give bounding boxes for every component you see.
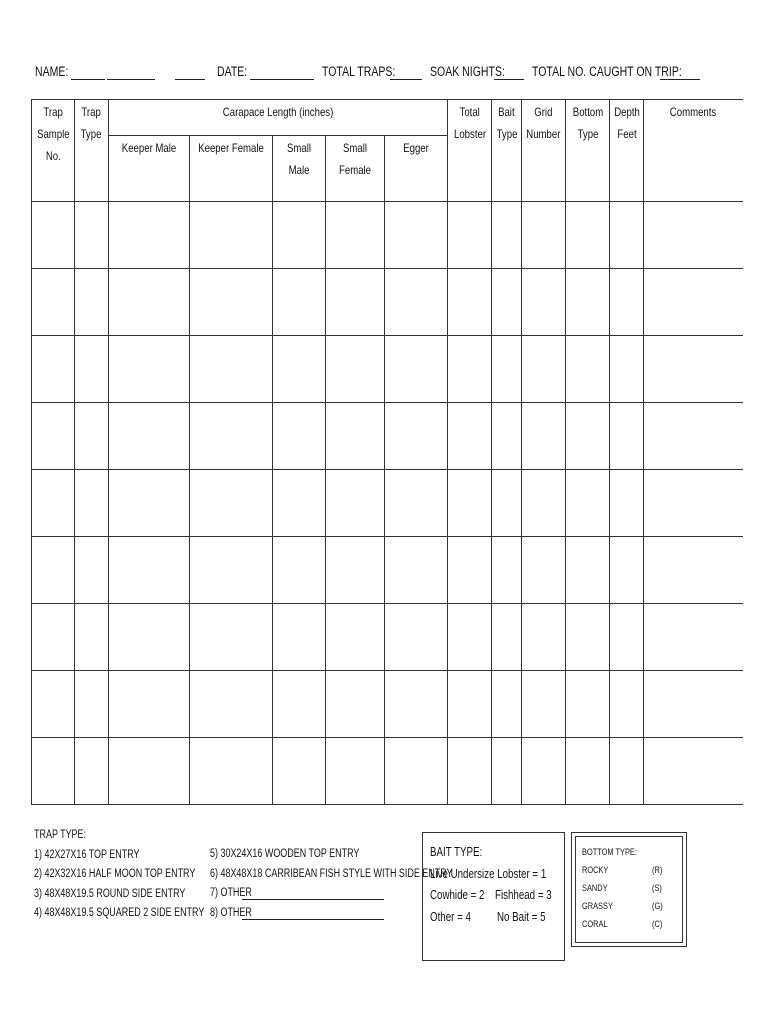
egger-label: Egger: [403, 141, 429, 155]
cell-trap-type[interactable]: [75, 470, 109, 537]
trap-sample-line1: Trap: [43, 105, 63, 119]
small-female-line1: Small: [343, 141, 368, 155]
cell-egger[interactable]: [385, 336, 448, 403]
comments-label: Comments: [670, 105, 717, 119]
cell-keeper-male[interactable]: [109, 738, 190, 805]
cell-trap-sample[interactable]: [32, 403, 75, 470]
keeper-male-label: Keeper Male: [121, 141, 177, 155]
total-lobster-line2: Lobster: [453, 127, 486, 141]
date-line: [250, 79, 314, 80]
cell-comments[interactable]: [644, 604, 743, 671]
cell-total-lobster[interactable]: [448, 202, 492, 269]
cell-egger[interactable]: [385, 537, 448, 604]
cell-grid-number[interactable]: [522, 470, 566, 537]
bottom-grassy: GRASSY: [582, 901, 613, 912]
cell-small-female[interactable]: [326, 202, 385, 269]
cell-trap-sample[interactable]: [32, 202, 75, 269]
cell-comments[interactable]: [644, 269, 743, 336]
bait-type-line1: Bait: [498, 105, 515, 119]
cell-keeper-male[interactable]: [109, 537, 190, 604]
bottom-sandy: SANDY: [582, 883, 608, 894]
cell-bottom-type[interactable]: [566, 269, 610, 336]
cell-grid-number[interactable]: [522, 671, 566, 738]
cell-bait-type[interactable]: [492, 336, 522, 403]
cell-keeper-female[interactable]: [190, 269, 273, 336]
cell-bait-type[interactable]: [492, 604, 522, 671]
col-header-depth-feet: [610, 100, 644, 202]
cell-small-female[interactable]: [326, 470, 385, 537]
total-lobster-line1: Total: [459, 105, 480, 119]
cell-trap-sample[interactable]: [32, 269, 75, 336]
cell-trap-type[interactable]: [75, 671, 109, 738]
bottom-type-line1: Bottom: [572, 105, 603, 119]
cell-egger[interactable]: [385, 738, 448, 805]
cell-small-female[interactable]: [326, 738, 385, 805]
cell-trap-sample[interactable]: [32, 336, 75, 403]
grid-number-line1: Grid: [534, 105, 553, 119]
trap-sample-line2: Sample: [36, 127, 70, 141]
bottom-sandy-code: (S): [652, 883, 662, 894]
catch-table-wrapper: [31, 99, 743, 805]
col-header-small-male: [273, 136, 326, 202]
cell-depth-feet[interactable]: [610, 671, 644, 738]
soak-nights-line: [494, 79, 524, 80]
col-header-bottom-type: [566, 100, 610, 202]
cell-grid-number[interactable]: [522, 604, 566, 671]
cell-small-male[interactable]: [273, 336, 326, 403]
cell-bait-type[interactable]: [492, 269, 522, 336]
cell-depth-feet[interactable]: [610, 403, 644, 470]
small-male-line1: Small: [287, 141, 312, 155]
cell-comments[interactable]: [644, 403, 743, 470]
cell-bottom-type[interactable]: [566, 738, 610, 805]
col-header-bait-type: [492, 100, 522, 202]
cell-small-male[interactable]: [273, 604, 326, 671]
cell-trap-type[interactable]: [75, 336, 109, 403]
cell-trap-sample[interactable]: [32, 671, 75, 738]
carapace-group-label: Carapace Length (inches): [222, 105, 334, 119]
cell-bait-type[interactable]: [492, 671, 522, 738]
cell-bottom-type[interactable]: [566, 671, 610, 738]
trap-type-item-2: 2) 42X32X16 HALF MOON TOP ENTRY: [34, 868, 196, 880]
cell-small-male[interactable]: [273, 269, 326, 336]
cell-total-lobster[interactable]: [448, 336, 492, 403]
bottom-type-line2: Type: [577, 127, 598, 141]
col-header-keeper-female: [190, 136, 273, 202]
col-header-comments: [644, 100, 743, 202]
cell-total-lobster[interactable]: [448, 269, 492, 336]
cell-grid-number[interactable]: [522, 336, 566, 403]
small-female-line2: Female: [339, 163, 372, 177]
cell-small-female[interactable]: [326, 537, 385, 604]
cell-trap-sample[interactable]: [32, 470, 75, 537]
trap-type-title: TRAP TYPE:: [34, 829, 87, 841]
table-row: [32, 470, 743, 537]
small-male-line2: Male: [288, 163, 310, 177]
cell-grid-number[interactable]: [522, 738, 566, 805]
cell-bottom-type[interactable]: [566, 336, 610, 403]
name-line-2: [107, 79, 155, 80]
cell-small-male[interactable]: [273, 738, 326, 805]
cell-total-lobster[interactable]: [448, 470, 492, 537]
cell-total-lobster[interactable]: [448, 604, 492, 671]
bottom-grassy-code: (G): [652, 901, 663, 912]
bait-type-line2: Type: [496, 127, 517, 141]
soak-nights-label: SOAK NIGHTS:: [430, 64, 505, 79]
cell-total-lobster[interactable]: [448, 671, 492, 738]
cell-depth-feet[interactable]: [610, 269, 644, 336]
cell-keeper-female[interactable]: [190, 537, 273, 604]
cell-trap-type[interactable]: [75, 202, 109, 269]
cell-depth-feet[interactable]: [610, 336, 644, 403]
bait-type-legend: [422, 832, 565, 961]
total-traps-line: [390, 79, 422, 80]
cell-keeper-female[interactable]: [190, 604, 273, 671]
cell-keeper-female[interactable]: [190, 202, 273, 269]
cell-small-female[interactable]: [326, 336, 385, 403]
bait-other: Other = 4: [430, 909, 471, 924]
cell-bait-type[interactable]: [492, 738, 522, 805]
bottom-coral: CORAL: [582, 919, 608, 930]
cell-keeper-male[interactable]: [109, 269, 190, 336]
cell-comments[interactable]: [644, 738, 743, 805]
cell-depth-feet[interactable]: [610, 470, 644, 537]
col-header-total-lobster: [448, 100, 492, 202]
cell-keeper-female[interactable]: [190, 738, 273, 805]
catch-table: [31, 99, 743, 805]
cell-small-female[interactable]: [326, 269, 385, 336]
bait-no-bait: No Bait = 5: [497, 909, 546, 924]
bottom-rocky: ROCKY: [582, 865, 609, 876]
bottom-type-legend: [575, 836, 683, 943]
cell-depth-feet[interactable]: [610, 202, 644, 269]
trap-type-line2: Type: [81, 127, 102, 141]
cell-small-male[interactable]: [273, 671, 326, 738]
cell-egger[interactable]: [385, 403, 448, 470]
name-label: NAME:: [35, 64, 69, 79]
cell-grid-number[interactable]: [522, 269, 566, 336]
cell-keeper-male[interactable]: [109, 336, 190, 403]
trap-type-line1: Trap: [81, 105, 102, 119]
bait-cowhide: Cowhide = 2: [430, 888, 485, 902]
table-row: [32, 202, 743, 269]
cell-grid-number[interactable]: [522, 202, 566, 269]
cell-egger[interactable]: [385, 202, 448, 269]
grid-number-line2: Number: [526, 127, 561, 141]
cell-egger[interactable]: [385, 470, 448, 537]
cell-bait-type[interactable]: [492, 470, 522, 537]
cell-bait-type[interactable]: [492, 537, 522, 604]
cell-bottom-type[interactable]: [566, 403, 610, 470]
cell-depth-feet[interactable]: [610, 604, 644, 671]
depth-feet-line2: Feet: [616, 127, 637, 141]
cell-depth-feet[interactable]: [610, 738, 644, 805]
trap-type-item-8: 8) OTHER: [210, 906, 252, 919]
cell-comments[interactable]: [644, 336, 743, 403]
table-row: [32, 403, 743, 470]
col-header-trap-type: [75, 100, 109, 202]
cell-small-male[interactable]: [273, 537, 326, 604]
trap-type-item-1: 1) 42X27X16 TOP ENTRY: [34, 848, 140, 861]
cell-small-male[interactable]: [273, 470, 326, 537]
cell-egger[interactable]: [385, 671, 448, 738]
table-row: [32, 738, 743, 805]
trap-type-item-5: 5) 30X24X16 WOODEN TOP ENTRY: [210, 848, 360, 860]
cell-depth-feet[interactable]: [610, 537, 644, 604]
cell-keeper-female[interactable]: [190, 470, 273, 537]
trap-type-item-7: 7) OTHER: [210, 887, 252, 899]
cell-trap-type[interactable]: [75, 738, 109, 805]
trap-type-item-4: 4) 48X48X19.5 SQUARED 2 SIDE ENTRY: [34, 907, 205, 919]
col-header-egger: [385, 136, 448, 202]
cell-trap-type[interactable]: [75, 537, 109, 604]
cell-total-lobster[interactable]: [448, 537, 492, 604]
cell-keeper-male[interactable]: [109, 470, 190, 537]
bottom-type-title: BOTTOM TYPE:: [582, 847, 637, 858]
cell-small-female[interactable]: [326, 604, 385, 671]
cell-trap-type[interactable]: [75, 604, 109, 671]
catch-table-body: [32, 202, 743, 805]
cell-comments[interactable]: [644, 470, 743, 537]
name-line-3: [175, 79, 205, 80]
cell-keeper-female[interactable]: [190, 336, 273, 403]
cell-comments[interactable]: [644, 537, 743, 604]
cell-small-male[interactable]: [273, 403, 326, 470]
cell-keeper-female[interactable]: [190, 403, 273, 470]
cell-trap-sample[interactable]: [32, 537, 75, 604]
cell-grid-number[interactable]: [522, 537, 566, 604]
cell-keeper-female[interactable]: [190, 671, 273, 738]
keeper-female-label: Keeper Female: [198, 141, 264, 155]
cell-keeper-male[interactable]: [109, 403, 190, 470]
cell-trap-type[interactable]: [75, 403, 109, 470]
cell-bottom-type[interactable]: [566, 470, 610, 537]
name-line-1: [71, 79, 105, 80]
cell-keeper-male[interactable]: [109, 604, 190, 671]
depth-feet-line1: Depth: [613, 105, 640, 119]
cell-small-female[interactable]: [326, 403, 385, 470]
cell-bottom-type[interactable]: [566, 202, 610, 269]
trap-sample-line3: No.: [45, 149, 61, 163]
col-header-small-female: [326, 136, 385, 202]
other-8-line[interactable]: [242, 919, 384, 920]
bait-live-undersize: Live Undersize Lobster = 1: [430, 866, 547, 881]
cell-egger[interactable]: [385, 604, 448, 671]
bait-type-title: BAIT TYPE:: [430, 845, 483, 859]
col-header-trap-sample: [32, 100, 75, 202]
bait-fishhead: Fishhead = 3: [495, 888, 552, 902]
cell-trap-sample[interactable]: [32, 604, 75, 671]
cell-grid-number[interactable]: [522, 403, 566, 470]
col-header-carapace-length: [109, 100, 448, 136]
table-row: [32, 537, 743, 604]
cell-small-male[interactable]: [273, 202, 326, 269]
cell-egger[interactable]: [385, 269, 448, 336]
cell-keeper-male[interactable]: [109, 202, 190, 269]
cell-total-lobster[interactable]: [448, 738, 492, 805]
cell-bait-type[interactable]: [492, 202, 522, 269]
date-label: DATE:: [217, 64, 248, 79]
table-row: [32, 269, 743, 336]
total-caught-label: TOTAL NO. CAUGHT ON TRIP:: [532, 64, 682, 79]
cell-total-lobster[interactable]: [448, 403, 492, 470]
cell-small-female[interactable]: [326, 671, 385, 738]
col-header-keeper-male: [109, 136, 190, 202]
cell-comments[interactable]: [644, 202, 743, 269]
total-traps-label: TOTAL TRAPS:: [322, 64, 396, 79]
form-header: [0, 64, 770, 84]
table-row: [32, 604, 743, 671]
other-7-line[interactable]: [242, 899, 384, 900]
cell-trap-sample[interactable]: [32, 738, 75, 805]
table-row: [32, 336, 743, 403]
cell-comments[interactable]: [644, 671, 743, 738]
cell-bottom-type[interactable]: [566, 604, 610, 671]
cell-bottom-type[interactable]: [566, 537, 610, 604]
trap-type-item-6: 6) 48X48X18 CARRIBEAN FISH STYLE WITH SIDE ENTRY: [210, 867, 453, 880]
cell-keeper-male[interactable]: [109, 671, 190, 738]
trap-type-item-3: 3) 48X48X19.5 ROUND SIDE ENTRY: [34, 887, 186, 900]
total-caught-line: [660, 79, 700, 80]
bottom-coral-code: (C): [652, 919, 663, 930]
col-header-grid-number: [522, 100, 566, 202]
cell-bait-type[interactable]: [492, 403, 522, 470]
cell-trap-type[interactable]: [75, 269, 109, 336]
bottom-rocky-code: (R): [652, 865, 663, 876]
table-row: [32, 671, 743, 738]
